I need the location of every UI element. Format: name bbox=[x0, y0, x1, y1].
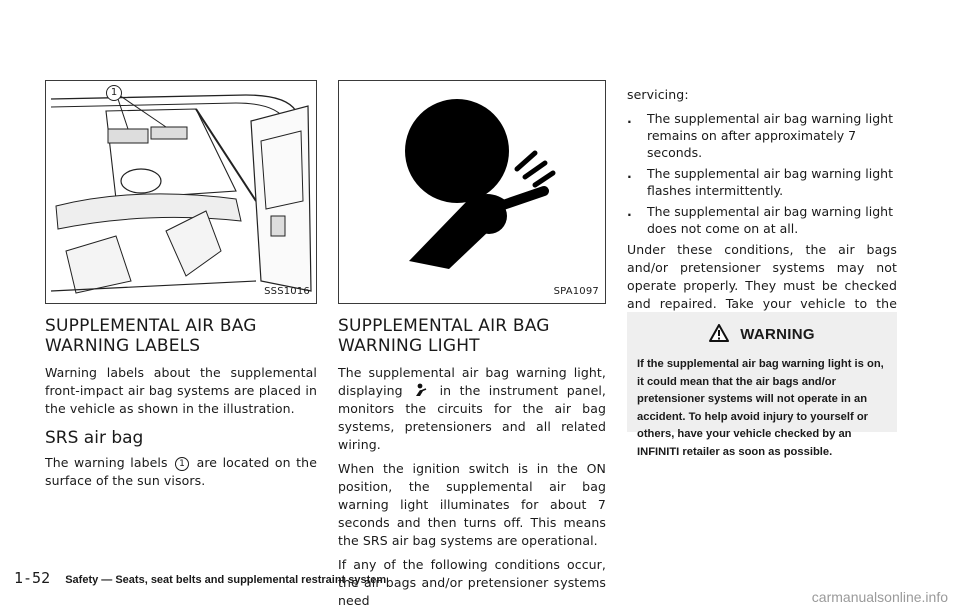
airbag-warning-symbol bbox=[339, 81, 605, 303]
paragraph: Under these conditions, the air bags and/or pretensioner systems may not operate properly. They must be checked and repaired. Take your vehicle to the bbox=[627, 242, 897, 311]
callout-number-inline: 1 bbox=[175, 457, 189, 471]
paragraph bbox=[338, 364, 606, 454]
list-item bbox=[627, 165, 897, 199]
paragraph: If any of the following conditions occur, the air bags and/or pretensioner systems need bbox=[338, 557, 606, 608]
list-item-text: The supplemental air bag warning light does not come on at all. bbox=[647, 204, 893, 236]
warning-header bbox=[627, 324, 897, 343]
text: The warning labels bbox=[45, 455, 168, 470]
list-item bbox=[627, 203, 897, 237]
car-interior-illustration bbox=[46, 81, 316, 303]
text: in the instrument panel, monitors the circuits for the air bag systems, pretensioners and all related wiring. bbox=[338, 383, 607, 452]
subheading: SRS air bag bbox=[45, 428, 144, 448]
warning-title: WARNING bbox=[740, 326, 815, 343]
column-2 bbox=[338, 316, 606, 610]
warning-triangle-icon bbox=[709, 324, 729, 342]
list-item-text: The supplemental air bag warning light flashes intermittently. bbox=[647, 166, 893, 198]
airbag-warning-icon bbox=[414, 383, 428, 397]
column-1 bbox=[45, 316, 317, 490]
text: The supplemental air bag warning light, displaying bbox=[338, 365, 606, 398]
figure-label: SPA1097 bbox=[553, 286, 599, 297]
section-heading: SUPPLEMENTAL AIR BAG WARNING LIGHT bbox=[338, 316, 550, 356]
bullet-list bbox=[627, 110, 897, 237]
paragraph: Warning labels about the supplemental front-impact air bag systems are placed in the vehicle as shown in the illustration. bbox=[45, 365, 317, 416]
list-item bbox=[627, 110, 897, 161]
column-3 bbox=[627, 86, 897, 331]
paragraph bbox=[45, 454, 317, 490]
warning-text: If the supplemental air bag warning light is on, it could mean that the air bags and/or pretensioner systems will not operate in an accident. To help avoid injury to yourself or others, have your vehicle checked by an INFINITI retailer as soon as possible. bbox=[637, 358, 884, 458]
bullet-marker: . bbox=[627, 111, 632, 126]
section-heading: SUPPLEMENTAL AIR BAG WARNING LABELS bbox=[45, 316, 257, 356]
page-number: 1-52 bbox=[14, 569, 51, 587]
callout-number-1: 1 bbox=[106, 85, 122, 101]
bullet-marker: . bbox=[627, 166, 632, 181]
page-footer bbox=[14, 568, 386, 587]
paragraph: servicing: bbox=[627, 87, 689, 102]
list-item-text: The supplemental air bag warning light remains on after approximately 7 seconds. bbox=[647, 111, 893, 160]
figure-label: SSS1016 bbox=[264, 286, 310, 297]
watermark: carmanualsonline.info bbox=[811, 589, 948, 605]
bullet-marker: . bbox=[627, 204, 632, 219]
section-title: Safety — Seats, seat belts and supplemental restraint system bbox=[65, 574, 387, 586]
figure-car-interior bbox=[45, 80, 317, 304]
paragraph: When the ignition switch is in the ON position, the supplemental air bag warning light illuminates for about 7 seconds and then turns off. This means the SRS air bag systems are operational. bbox=[338, 461, 606, 548]
warning-box bbox=[627, 312, 897, 458]
text: are located on the surface of the sun visors. bbox=[45, 455, 317, 488]
figure-airbag-symbol bbox=[338, 80, 606, 304]
